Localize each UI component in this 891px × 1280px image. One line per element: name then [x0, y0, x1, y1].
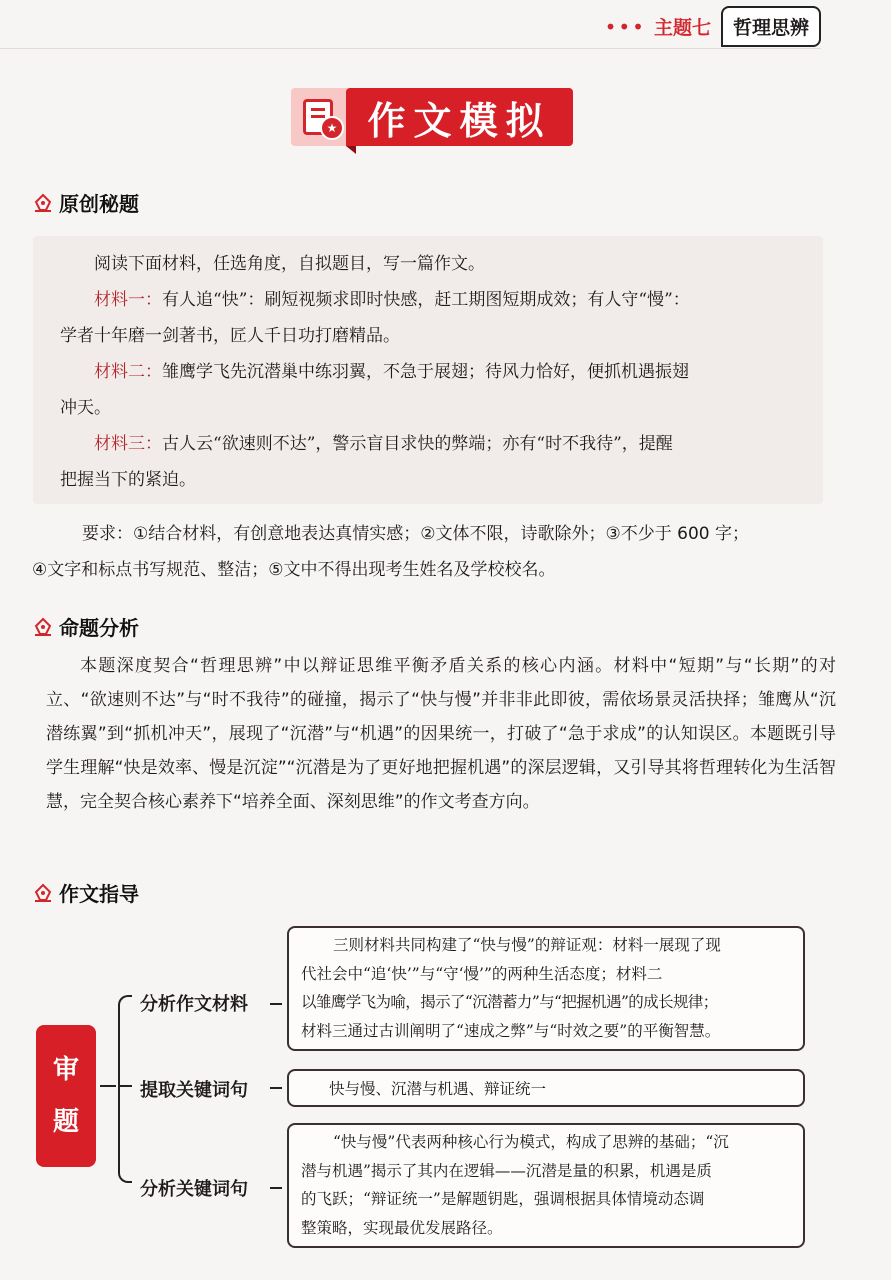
branch-box-1 — [287, 926, 805, 1051]
branch-box-2 — [287, 1069, 805, 1107]
pen-nib-icon — [33, 617, 53, 637]
prompt-intro: 阅读下面材料，任选角度，自拟题目，写一篇作文。 — [94, 254, 485, 274]
branch-brace-mid — [118, 1085, 132, 1087]
header-tag: 哲理思辨 — [721, 6, 821, 47]
branch-dash-3 — [270, 1187, 282, 1189]
header-dots: ••• — [604, 14, 646, 39]
branch-label-1: 分析作文材料 — [140, 994, 248, 1015]
pen-nib-icon — [33, 883, 53, 903]
branch-brace — [118, 995, 132, 1183]
box1-line-4: 材料三通过古训阐明了“速成之弊”与“时效之要”的平衡智慧。 — [301, 1021, 721, 1040]
section-analysis-heading — [33, 612, 139, 641]
section-title: 原创秘题 — [59, 192, 139, 216]
analysis-paragraph: 本题深度契合“哲理思辨”中以辩证思维平衡矛盾关系的核心内涵。材料中“短期”与“长期”的对立、“欲速则不达”与“时不我待”的碰撞，揭示了“快与慢”并非非此即彼，需依场景灵活抉择；雏鹰从“沉潜练翼”到“抓机冲天”，展现了“沉潜”与“机遇”的因果统一，打破了“急于求成”的认知误区。本题既引导学生理解“快是效率、慢是沉淀”“沉潜是为了更好地把握机遇”的深层逻辑，又引导其将哲理转化为生活智慧，完全契合核心素养下“培养全面、深刻思维”的作文考查方向。 — [46, 656, 836, 812]
requirements — [32, 516, 828, 588]
box3-line-2: 潜与机遇”揭示了其内在逻辑——沉潜是量的积累，机遇是质 — [301, 1161, 712, 1180]
analysis-text — [46, 649, 836, 819]
prompt-block — [60, 246, 820, 498]
material-1: 材料一：有人追“快”：刷短视频求即时快感，赶工期图短期成效；有人守“慢”： — [94, 290, 690, 310]
root-char-1: 审 — [52, 1055, 79, 1085]
box3-line-3: 的飞跃；“辩证统一”是解题钥匙，强调根据具体情境动态调 — [301, 1190, 705, 1208]
material-3: 材料三：古人云“欲速则不达”，警示盲目求快的弊端；亦有“时不我待”，提醒 — [94, 434, 673, 454]
box1-line-2: 代社会中“追‘快’”与“守‘慢’”的两种生活态度；材料二 — [301, 964, 663, 983]
banner-icon-panel — [291, 88, 351, 146]
branch-label-2: 提取关键词句 — [140, 1080, 248, 1101]
star-badge-icon: ★ — [320, 116, 344, 140]
section-title: 命题分析 — [59, 616, 139, 640]
section-guide-heading — [33, 878, 139, 907]
header-divider — [0, 48, 821, 49]
box3-line-4: 整策略，实现最优发展路径。 — [301, 1218, 503, 1237]
section-original-heading — [33, 188, 139, 217]
material-1-cont: 学者十年磨一剑著书，匠人千日功打磨精品。 — [60, 326, 400, 346]
root-char-2: 题 — [52, 1107, 79, 1137]
branch-box-3 — [287, 1123, 805, 1248]
root-connector — [100, 1085, 116, 1087]
material-3-cont: 把握当下的紧迫。 — [60, 470, 196, 490]
material-2: 材料二：雏鹰学飞先沉潜巢中练羽翼，不急于展翅；待风力恰好，便抓机遇振翅 — [94, 362, 689, 382]
root-node — [36, 1025, 96, 1167]
branch-dash-1 — [270, 1003, 282, 1005]
branch-label-3: 分析关键词句 — [140, 1179, 248, 1200]
chapter-header — [605, 6, 821, 47]
header-topic: 主题七 — [653, 17, 711, 39]
box1-line-3: 以雏鹰学飞为喻，揭示了“沉潜蓄力”与“把握机遇”的成长规律； — [301, 993, 718, 1011]
title-banner — [291, 88, 573, 146]
branch-dash-2 — [270, 1087, 282, 1089]
box1-line-1: 三则材料共同构建了“快与慢”的辩证观：材料一展现了现 — [333, 936, 721, 954]
requirement-line-2: ④文字和标点书写规范、整洁；⑤文中不得出现考生姓名及学校校名。 — [32, 560, 556, 580]
box3-line-1: “快与慢”代表两种核心行为模式，构成了思辨的基础；“沉 — [333, 1133, 729, 1151]
banner-fold — [346, 146, 356, 154]
section-title: 作文指导 — [59, 882, 139, 906]
box2-line-1: 快与慢、沉潜与机遇、辩证统一 — [329, 1080, 547, 1098]
banner-title: 作文模拟 — [346, 88, 573, 146]
material-2-cont: 冲天。 — [60, 398, 111, 418]
pen-nib-icon — [33, 193, 53, 213]
requirement-line-1: 要求：①结合材料，有创意地表达真情实感；②文体不限，诗歌除外；③不少于 600 字； — [82, 524, 749, 544]
